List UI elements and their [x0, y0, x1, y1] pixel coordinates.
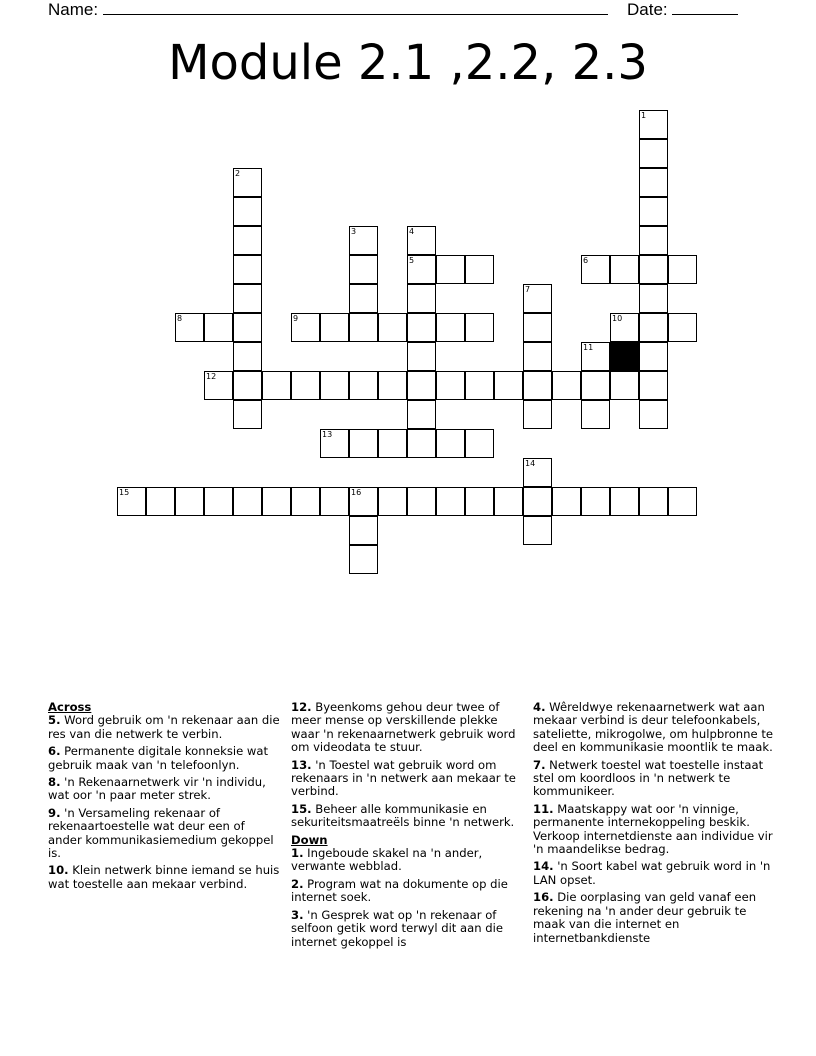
crossword-cell[interactable] [349, 284, 378, 313]
clue-down-2: 2. Program wat na dokumente op die internet soek. [291, 876, 508, 905]
crossword-cell[interactable] [117, 487, 146, 516]
crossword-cell[interactable] [349, 371, 378, 400]
crossword-cell[interactable] [204, 313, 233, 342]
crossword-cell[interactable] [639, 487, 668, 516]
crossword-cell[interactable] [407, 429, 436, 458]
crossword-cell[interactable] [552, 371, 581, 400]
clue-across-13: 13. 'n Toestel wat gebruik word om rekenaars in 'n netwerk aan mekaar te verbind. [291, 757, 516, 799]
crossword-cell[interactable] [639, 284, 668, 313]
crossword-cell[interactable] [581, 400, 610, 429]
clue-across-10: 10. Klein netwerk binne iemand se huis wat toestelle aan mekaar verbind. [48, 863, 280, 891]
clue-number: 8 [177, 314, 183, 323]
crossword-cell[interactable] [610, 487, 639, 516]
crossword-cell[interactable] [233, 168, 262, 197]
clue-down-16: 16. Die oorplasing van geld vanaf een rekening na 'n ander deur gebruik te maak van die internet en internetbankdienste [533, 890, 757, 945]
crossword-cell[interactable] [639, 342, 668, 371]
clue-number: 11 [583, 343, 594, 352]
crossword-cell[interactable] [465, 255, 494, 284]
crossword-cell[interactable] [610, 255, 639, 284]
crossword-cell[interactable] [407, 313, 436, 342]
crossword-cell[interactable] [552, 487, 581, 516]
clue-down-14: 14. 'n Soort kabel wat gebruik word in 'n LAN opset. [533, 859, 771, 887]
clue-down-11: 11. Maatskappy wat oor 'n vinnige, permanente internekoppeling beskik. Verkoop internetdienste aan individue vir 'n maandelikse bedrag. [533, 801, 773, 857]
clue-number: 7 [525, 285, 531, 294]
crossword-cell[interactable] [436, 255, 465, 284]
crossword-cell[interactable] [523, 313, 552, 342]
crossword-cell[interactable] [436, 429, 465, 458]
crossword-cell[interactable] [320, 313, 349, 342]
clue-number: 6 [583, 256, 589, 265]
clue-across-6: 6. Permanente digitale konneksie wat gebruik maak van 'n telefoonlyn. [48, 744, 269, 772]
crossword-cell[interactable] [233, 284, 262, 313]
crossword-cell[interactable] [639, 226, 668, 255]
clue-number: 4 [409, 227, 415, 236]
crossword-cell[interactable] [233, 400, 262, 429]
clue-number: 9 [293, 314, 299, 323]
crossword-cell[interactable] [639, 255, 668, 284]
crossword-cell[interactable] [320, 429, 349, 458]
crossword-cell[interactable] [204, 487, 233, 516]
crossword-cell[interactable] [407, 284, 436, 313]
clue-number: 2 [235, 169, 241, 178]
crossword-cell[interactable] [175, 487, 204, 516]
clue-across-8: 8. 'n Rekenaarnetwerk vir 'n individu, wat oor 'n paar meter strek. [48, 775, 266, 803]
crossword-cell[interactable] [523, 400, 552, 429]
clue-number: 13 [322, 430, 333, 439]
crossword-cell[interactable] [523, 284, 552, 313]
crossword-cell[interactable] [523, 516, 552, 545]
crossword-black-cell [610, 342, 639, 371]
clue-across-15: 15. Beheer alle kommunikasie en sekuriteitsmaatreëls binne 'n netwerk. [291, 801, 515, 830]
clue-number: 16 [351, 488, 362, 497]
crossword-cell[interactable] [465, 371, 494, 400]
clue-number: 14 [525, 459, 536, 468]
crossword-cell[interactable] [233, 226, 262, 255]
clues-column-2 [291, 701, 523, 953]
clue-number: 12 [206, 372, 217, 381]
crossword-cell[interactable] [523, 487, 552, 516]
crossword-cell[interactable] [349, 516, 378, 545]
crossword-cell[interactable] [378, 429, 407, 458]
crossword-cell[interactable] [639, 371, 668, 400]
crossword-cell[interactable] [494, 487, 523, 516]
crossword-cell[interactable] [175, 313, 204, 342]
crossword-cell[interactable] [146, 487, 175, 516]
crossword-cell[interactable] [233, 487, 262, 516]
clues-column-3 [533, 701, 773, 949]
crossword-cell[interactable] [407, 226, 436, 255]
crossword-cell[interactable] [320, 371, 349, 400]
date-label: Date: [627, 0, 668, 19]
crossword-cell[interactable] [291, 487, 320, 516]
crossword-cell[interactable] [349, 313, 378, 342]
crossword-cell[interactable] [407, 342, 436, 371]
crossword-cell[interactable] [378, 371, 407, 400]
crossword-cell[interactable] [494, 371, 523, 400]
crossword-cell[interactable] [465, 429, 494, 458]
clue-across-5: 5. Word gebruik om 'n rekenaar aan die res van die netwerk te verbin. [48, 713, 280, 741]
crossword-cell[interactable] [639, 139, 668, 168]
crossword-cell[interactable] [233, 255, 262, 284]
crossword-cell[interactable] [581, 371, 610, 400]
crossword-cell[interactable] [349, 226, 378, 255]
clue-number: 10 [612, 314, 623, 323]
crossword-cell[interactable] [436, 313, 465, 342]
crossword-cell[interactable] [639, 313, 668, 342]
crossword-cell[interactable] [233, 371, 262, 400]
crossword-cell[interactable] [581, 255, 610, 284]
crossword-cell[interactable] [233, 342, 262, 371]
clue-number: 1 [641, 111, 647, 120]
clue-number: 3 [351, 227, 357, 236]
crossword-cell[interactable] [639, 168, 668, 197]
crossword-cell[interactable] [581, 342, 610, 371]
name-label: Name: [48, 0, 99, 19]
crossword-cell[interactable] [262, 487, 291, 516]
crossword-cell[interactable] [639, 197, 668, 226]
crossword-cell[interactable] [436, 371, 465, 400]
clues-column-1 [48, 701, 280, 895]
crossword-cell[interactable] [407, 255, 436, 284]
crossword-cell[interactable] [349, 255, 378, 284]
crossword-cell[interactable] [436, 487, 465, 516]
clue-across-9: 9. 'n Versameling rekenaar of rekenaartoestelle wat deur een of ander kommunikasiemedium gekoppel is. [48, 805, 274, 861]
crossword-cell[interactable] [668, 487, 697, 516]
clue-down-1: 1. Ingeboude skakel na 'n ander, verwante webblad. [291, 846, 483, 874]
crossword-cell[interactable] [610, 313, 639, 342]
clue-down-7: 7. Netwerk toestel wat toestelle instaat stel om koordloos in 'n netwerk te kommunikeer. [533, 757, 764, 799]
crossword-cell[interactable] [204, 371, 233, 400]
clue-number: 5 [409, 256, 415, 265]
crossword-cell[interactable] [378, 313, 407, 342]
crossword-cell[interactable] [262, 371, 291, 400]
clue-across-12: 12. Byeenkoms gehou deur twee of meer mense op verskillende plekke waar 'n rekenaarnetwerk gebruik word om videodata te stuur. [291, 700, 516, 755]
crossword-cell[interactable] [581, 487, 610, 516]
crossword-cell[interactable] [639, 110, 668, 139]
across-heading: Across [48, 700, 92, 714]
crossword-cell[interactable] [465, 487, 494, 516]
crossword-cell[interactable] [349, 429, 378, 458]
clue-down-4: 4. Wêreldwye rekenaarnetwerk wat aan mekaar verbind is deur telefoonkabels, sateliette, mikrogolwe, om hulpbronne te deel en kommunikasie moontlik te maak. [533, 700, 773, 755]
clue-down-3: 3. 'n Gesprek wat op 'n rekenaar of selfoon getik word terwyl dit aan die internet gekoppel is [291, 907, 503, 949]
crossword-cell[interactable] [349, 487, 378, 516]
crossword-cell[interactable] [378, 487, 407, 516]
down-heading: Down [291, 832, 328, 847]
page-title: Module 2.1 ,2.2, 2.3 [168, 35, 648, 91]
crossword-cell[interactable] [291, 371, 320, 400]
crossword-cell[interactable] [349, 545, 378, 574]
crossword-cell[interactable] [291, 313, 320, 342]
crossword-cell[interactable] [320, 487, 349, 516]
crossword-cell[interactable] [610, 371, 639, 400]
crossword-cell[interactable] [668, 313, 697, 342]
crossword-cell[interactable] [233, 313, 262, 342]
crossword-cell[interactable] [639, 400, 668, 429]
crossword-cell[interactable] [668, 255, 697, 284]
clue-number: 15 [119, 488, 130, 497]
crossword-cell[interactable] [407, 371, 436, 400]
crossword-cell[interactable] [407, 487, 436, 516]
crossword-cell[interactable] [465, 313, 494, 342]
crossword-cell[interactable] [523, 342, 552, 371]
crossword-cell[interactable] [523, 458, 552, 487]
crossword-cell[interactable] [407, 400, 436, 429]
crossword-cell[interactable] [233, 197, 262, 226]
crossword-cell[interactable] [523, 371, 552, 400]
